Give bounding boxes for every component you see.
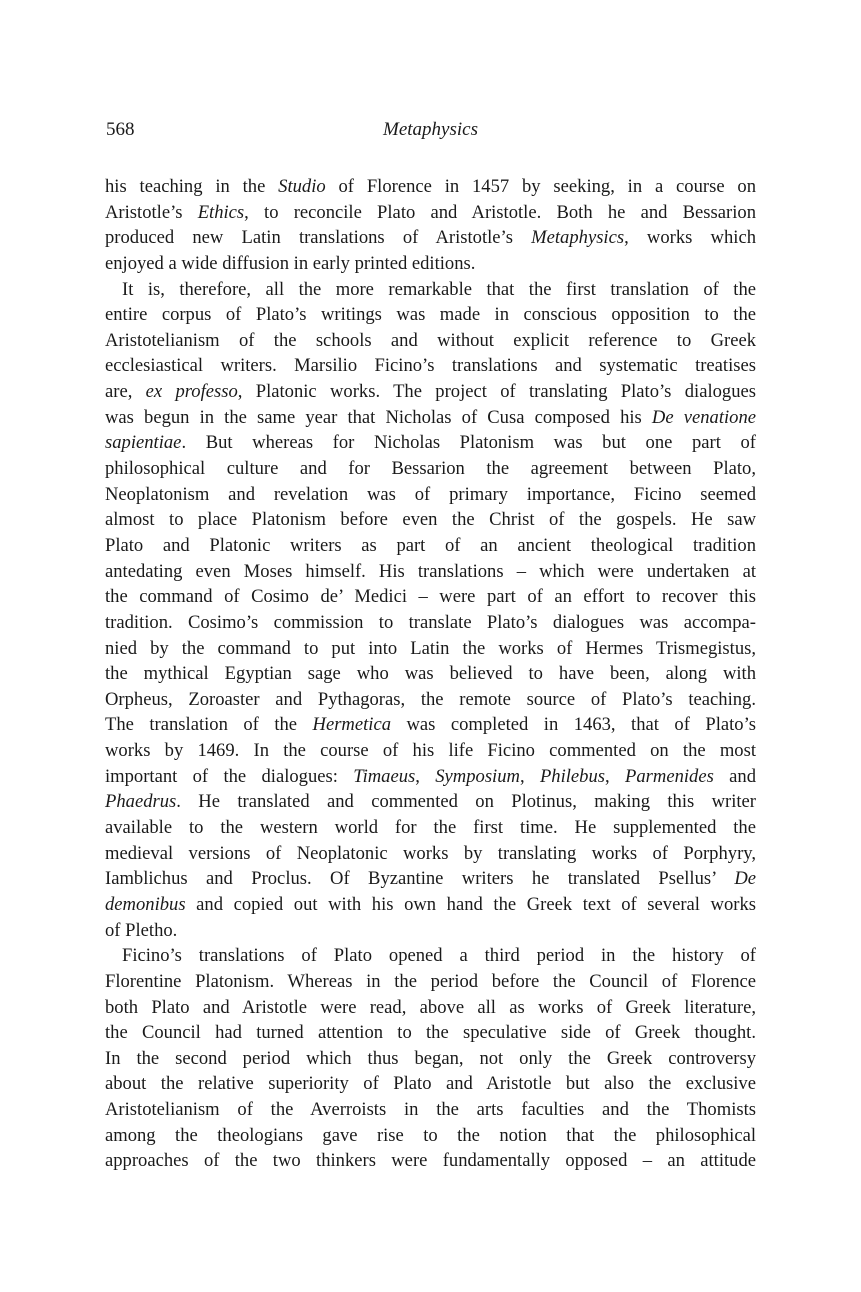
text-line (105, 353, 756, 379)
text-line (105, 841, 756, 867)
text-segment: and (713, 765, 757, 787)
text-line (105, 251, 756, 277)
text-segment: works by 1469. In the course of his life Ficino commented on the most (105, 740, 756, 762)
text-segment: his teaching in the (105, 176, 279, 197)
text-segment: In the second period which thus began, not only the Greek controversy (105, 1047, 756, 1069)
text-segment: was completed in 1463, that of Plato’s (391, 714, 756, 736)
text-line (105, 1046, 756, 1072)
running-head (105, 116, 756, 144)
body-text (105, 174, 756, 1174)
text-line (105, 636, 756, 662)
text-segment: entire corpus of Plato’s writings was made in conscious opposition to the (105, 304, 756, 326)
text-segment: medieval versions of Neoplatonic works by translating works of Porphyry, (105, 842, 756, 864)
text-segment: almost to place Platonism before even the Christ of the gospels. He saw (105, 509, 756, 531)
text-segment: Plato and Platonic writers as part of an ancient theological tradition (105, 534, 756, 556)
text-segment: important of the dialogues: (105, 765, 354, 787)
text-segment: The translation of the (105, 714, 313, 736)
italic-text: Hermetica (312, 714, 391, 736)
text-line (105, 866, 756, 892)
text-segment: of Florence in 1457 by seeking, in a course on (325, 176, 756, 197)
text-segment: was begun in the same year that Nicholas of Cusa composed his (105, 406, 652, 428)
text-segment: among the theologians gave rise to the notion that the philosophical (105, 1124, 756, 1146)
text-segment: It is, therefore, all the more remarkable that the first translation of the (122, 278, 756, 300)
text-segment: the command of Cosimo de’ Medici – were part of an effort to recover this (105, 586, 756, 608)
text-line (105, 738, 756, 764)
text-line (105, 995, 756, 1021)
text-segment: philosophical culture and for Bessarion the agreement between Plato, (105, 458, 756, 480)
page-number: 568 (106, 119, 135, 140)
italic-text: Studio (278, 176, 326, 197)
text-line (105, 969, 756, 995)
text-line (105, 892, 756, 918)
text-segment: Aristotelianism of the Averroists in the arts faculties and the Thomists (105, 1099, 756, 1121)
italic-text: sapientiae (105, 432, 182, 454)
text-segment: ecclesiastical writers. Marsilio Ficino’s translations and systematic treatises (105, 355, 756, 377)
text-line (105, 918, 756, 944)
text-segment: , works which (624, 227, 756, 249)
text-line (105, 302, 756, 328)
text-line (105, 712, 756, 738)
text-segment: the Council had turned attention to the speculative side of Greek thought. (105, 1022, 756, 1044)
text-segment: . But whereas for Nicholas Platonism was but one part of (181, 432, 756, 454)
text-line (105, 559, 756, 585)
text-segment: antedating even Moses himself. His translations – which were undertaken at (105, 560, 756, 582)
italic-text: demonibus (105, 893, 186, 915)
text-line (105, 328, 756, 354)
text-segment: Ficino’s translations of Plato opened a third period in the history of (122, 945, 756, 967)
italic-text: Symposium (435, 765, 520, 787)
text-segment: of Pletho. (105, 919, 178, 941)
italic-text: Ethics (197, 201, 245, 223)
italic-text: ex professo (145, 381, 238, 403)
text-line (105, 1123, 756, 1149)
text-segment: are, (105, 381, 146, 403)
italic-text: Phaedrus (105, 791, 177, 813)
text-line (105, 456, 756, 482)
text-segment: , Platonic works. The project of translating Plato’s dialogues (237, 381, 756, 403)
text-segment: enjoyed a wide diffusion in early printed editions. (105, 252, 476, 274)
italic-text: De (734, 868, 756, 890)
text-segment: Neoplatonism and revelation was of primary importance, Ficino seemed (105, 483, 756, 505)
text-line (105, 430, 756, 456)
text-segment: available to the western world for the first time. He supplemented the (105, 817, 756, 839)
text-line (105, 687, 756, 713)
text-segment: , to reconcile Plato and Aristotle. Both he and Bessarion (244, 201, 756, 223)
running-title: Metaphysics (383, 119, 478, 140)
text-segment: Aristotelianism of the schools and without explicit reference to Greek (105, 329, 756, 351)
text-segment: . He translated and commented on Plotinus, making this writer (176, 791, 756, 813)
text-line (105, 584, 756, 610)
text-segment: about the relative superiority of Plato and Aristotle but also the exclusive (105, 1073, 756, 1095)
text-segment: Iamblichus and Proclus. Of Byzantine writers he translated Psellus’ (105, 868, 735, 890)
text-segment: produced new Latin translations of Aristotle’s (105, 227, 532, 249)
text-line (105, 533, 756, 559)
text-segment: nied by the command to put into Latin the works of Hermes Trismegistus, (105, 637, 756, 659)
text-segment: , (415, 765, 436, 787)
text-segment: both Plato and Aristotle were read, above all as works of Greek literature, (105, 996, 756, 1018)
text-line (105, 1097, 756, 1123)
text-segment: and copied out with his own hand the Greek text of several works (185, 893, 756, 915)
text-line (105, 789, 756, 815)
text-segment: Orpheus, Zoroaster and Pythagoras, the remote source of Plato’s teaching. (105, 688, 756, 710)
text-line (105, 225, 756, 251)
text-line (105, 200, 756, 226)
text-segment: approaches of the two thinkers were fundamentally opposed – an attitude (105, 1150, 756, 1172)
text-segment: the mythical Egyptian sage who was believed to have been, along with (105, 663, 756, 685)
text-segment: Aristotle’s (105, 201, 198, 223)
text-line (105, 815, 756, 841)
text-line (105, 507, 756, 533)
italic-text: Parmenides (625, 765, 714, 787)
text-line (105, 405, 756, 431)
text-segment: Florentine Platonism. Whereas in the period before the Council of Florence (105, 970, 756, 992)
italic-text: De venatione (651, 406, 756, 428)
text-line (105, 277, 756, 303)
text-line (105, 764, 756, 790)
text-line (105, 1020, 756, 1046)
text-line (105, 610, 756, 636)
text-line (105, 943, 756, 969)
text-segment: , (605, 765, 625, 787)
text-line (105, 174, 756, 200)
text-line (105, 1071, 756, 1097)
italic-text: Metaphysics (531, 227, 625, 249)
italic-text: Timaeus (353, 765, 416, 787)
text-line (105, 1148, 756, 1174)
italic-text: Philebus (539, 765, 606, 787)
text-segment: tradition. Cosimo’s commission to translate Plato’s dialogues was accompa- (105, 611, 756, 633)
text-line (105, 661, 756, 687)
text-segment: , (519, 765, 540, 787)
text-line (105, 482, 756, 508)
text-line (105, 379, 756, 405)
